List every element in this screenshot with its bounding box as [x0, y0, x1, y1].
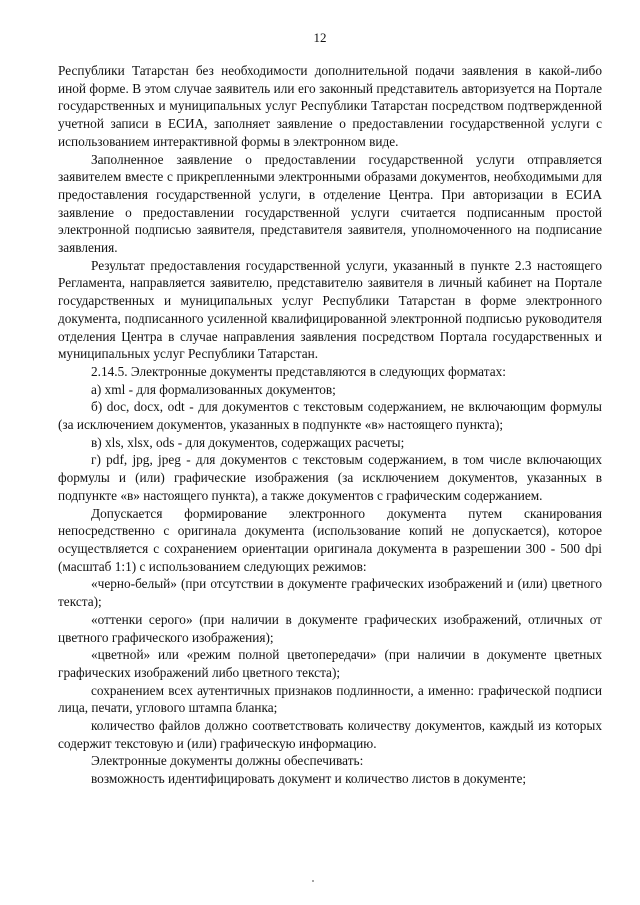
paragraph-1: Республики Татарстан без необходимости дополнительной подачи заявления в какой-либо иной форме. В этом случае заявитель или его законный представитель авторизуется на Портале государственных и муниципальных услуг Республики Татарстан посредством подтвержденной учетной записи в ЕСИА, заполняет заявление о предоставлении государственной услуги с использованием интерактивной формы в электронном виде. — [58, 63, 602, 149]
paragraph-requirements: Электронные документы должны обеспечивать: — [91, 753, 364, 769]
mode-bw: «черно-белый» (при отсутствии в документе графических изображений и (или) цветного текста); — [58, 576, 602, 610]
paragraph-2: Заполненное заявление о предоставлении государственной услуги отправляется заявителем вместе с прикрепленными электронными образами документов, необходимыми для предоставления государственной услуги, в отделение Центра. При авторизации в ЕСИА заявление о предоставлении государственной услуги считается подписанным простой электронной подписью заявителя, представителя заявителя, уполномоченного на подписание заявления. — [58, 151, 602, 256]
list-item-v: в) xls, xlsx, ods - для документов, содержащих расчеты; — [91, 434, 405, 450]
paragraph-authenticity: сохранением всех аутентичных признаков подлинности, а именно: графической подписи лица, печати, углового штампа бланка; — [58, 682, 602, 716]
paragraph-file-count: количество файлов должно соответствовать количеству документов, каждый из которых содержит текстовую и (или) графическую информацию. — [58, 718, 602, 751]
paragraph-4: 2.14.5. Электронные документы представляются в следующих форматах: — [91, 363, 506, 379]
paragraph-3: Результат предоставления государственной услуги, указанный в пункте 2.3 настоящего Регламента, направляется заявителю, представителю заявителя в личный кабинет на Портале государственных и муниципальных услуг Республики Татарстан в форме электронного документа, подписанного усиленной квалифицированной электронной подписью руководителя отделения Центра в случае направления заявления посредством Портала государственных и муниципальных услуг Республики Татарстан. — [58, 257, 602, 362]
document-body — [58, 62, 602, 788]
list-item-a: а) xml - для формализованных документов; — [91, 381, 336, 397]
mode-grayscale: «оттенки серого» (при наличии в документе графических изображений, отличных от цветного графического изображения); — [58, 611, 602, 645]
list-item-b: б) doc, docx, odt - для документов с текстовым содержанием, не включающим формулы (за исключением документов, указанных в подпункте «в» настоящего пункта); — [58, 399, 602, 433]
page-number: 12 — [313, 30, 327, 45]
paragraph-scan: Допускается формирование электронного документа путем сканирования непосредственно с оригинала документа (использование копий не допускается), которое осуществляется с сохранением ориентации оригинала документа в разрешении 300 - 500 dpi (масштаб 1:1) с использованием следующих режимов: — [58, 505, 602, 574]
mode-color: «цветной» или «режим полной цветопередачи» (при наличии в документе цветных графических изображений либо цветного текста); — [58, 647, 602, 680]
scan-mark — [312, 880, 314, 882]
list-item-g: г) pdf, jpg, jpeg - для документов с текстовым содержанием, в том числе включающих формулы и (или) графические изображения (за исключением документов, указанных в подпункте «в» настоящего пункта), а также документов с графическим содержанием. — [58, 452, 602, 503]
paragraph-identify: возможность идентифицировать документ и количество листов в документе; — [91, 771, 527, 787]
